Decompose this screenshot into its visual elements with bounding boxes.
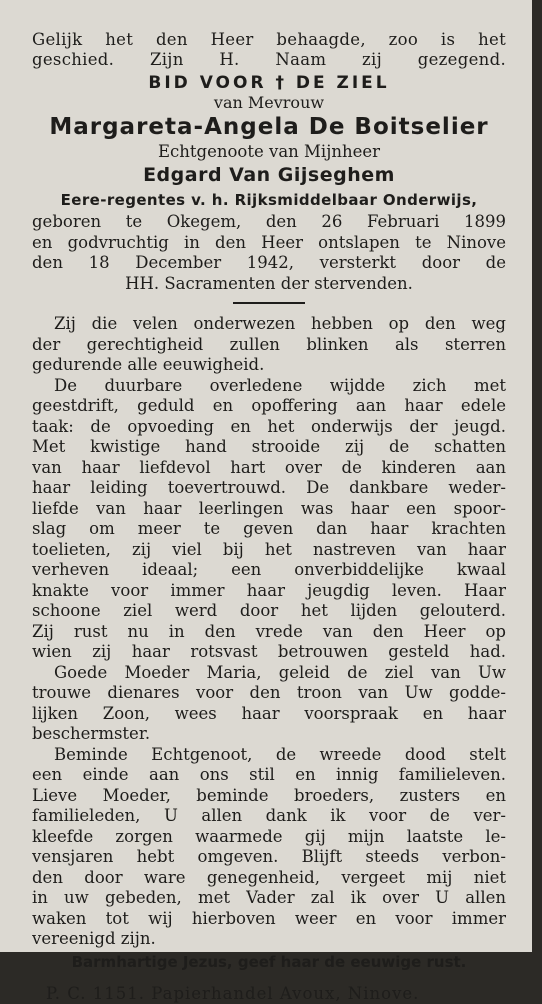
body-line: in uw gebeden, met Vader zal ik over U allen (32, 888, 506, 907)
intro-text (32, 30, 506, 70)
deceased-name: Margareta-Angela De Boitselier (49, 114, 489, 140)
divider-rule (233, 302, 305, 304)
body-line: De duurbare overledene wijdde zich met (54, 375, 506, 395)
body-line: der gerechtigheid zullen blinken als sterren (32, 334, 506, 354)
body-line: verheven ideaal; een onverbiddelijke kwaal (32, 560, 506, 579)
body-text (32, 314, 506, 950)
body-line: een einde aan ons stil en innig familieleven. (32, 765, 506, 784)
prayer-title: BID VOOR † DE ZIEL (148, 73, 390, 93)
body-line: familieleden, U allen dank ik voor de ver- (32, 806, 506, 825)
printer-footer: P. C. 1151. Papierhandel Avoux, Ninove. (46, 983, 420, 1003)
van-mevrouw: van Mevrouw (213, 94, 325, 112)
body-line: Goede Moeder Maria, geleid de ziel van Uw (54, 662, 506, 682)
spouse-name: Edgard Van Gijseghem (143, 164, 395, 186)
body-line: beschermster. (32, 724, 151, 743)
body-line: waken tot wij hierboven weer en voor immer (32, 908, 506, 928)
body-line: haar leiding toevertrouwd. De dankbare weder- (32, 478, 506, 497)
closing-prayer: Barmhartige Jezus, geef haar de eeuwige rust. (71, 952, 467, 971)
honorary-title: Eere-regentes v. h. Rijksmiddelbaar Onderwijs, (60, 191, 478, 209)
body-line: wien zij haar rotsvast betrouwen gesteld had. (32, 642, 506, 661)
body-line: den door ware genegenheid, vergeet mij niet (32, 867, 506, 887)
body-line: knakte voor immer haar jeugdig leven. Haar (32, 580, 506, 600)
body-line: Zij rust nu in den vrede van den Heer op (32, 621, 506, 641)
body-line: taak: de opvoeding en het onderwijs der jeugd. (32, 416, 506, 436)
body-line: schoone ziel werd door het lijden gelouterd. (32, 601, 506, 620)
bio-text (32, 212, 506, 294)
intro-line: geschied. Zijn H. Naam zij gezegend. (32, 50, 506, 69)
intro-line: Gelijk het den Heer behaagde, zoo is het (32, 30, 506, 49)
body-line: slag om meer te geven dan haar krachten (32, 519, 506, 538)
bio-line: geboren te Okegem, den 26 Februari 1899 (32, 212, 506, 231)
body-line: lijken Zoon, wees haar voorspraak en haar (32, 703, 506, 723)
body-line: kleefde zorgen waarmede gij mijn laatste le- (32, 826, 506, 846)
body-line: Zij die velen onderwezen hebben op den weg (54, 314, 506, 333)
body-line: geestdrift, geduld en opoffering aan haar edele (32, 396, 506, 415)
body-line: liefde van haar leerlingen was haar een spoor- (32, 498, 506, 518)
body-line: trouwe dienares voor den troon van Uw godde- (32, 683, 506, 702)
bio-line: den 18 December 1942, versterkt door de (32, 253, 506, 272)
body-line: Beminde Echtgenoot, de wreede dood stelt (54, 744, 506, 764)
bio-line: en godvruchtig in den Heer ontslapen te Ninove (32, 232, 506, 252)
body-line: Lieve Moeder, beminde broeders, zusters en (32, 785, 506, 805)
body-line: van haar liefdevol hart over de kinderen aan (32, 457, 506, 477)
body-line: gedurende alle eeuwigheid. (32, 355, 265, 374)
bio-line: HH. Sacramenten der stervenden. (125, 273, 413, 293)
body-line: toelieten, zij viel bij het nastreven van haar (32, 539, 506, 559)
spouse-intro: Echtgenoote van Mijnheer (158, 142, 380, 161)
body-line: Met kwistige hand strooide zij de schatten (32, 437, 506, 456)
body-line: vensjaren hebt omgeven. Blijft steeds verbon- (32, 847, 506, 866)
body-line: vereenigd zijn. (32, 929, 156, 948)
